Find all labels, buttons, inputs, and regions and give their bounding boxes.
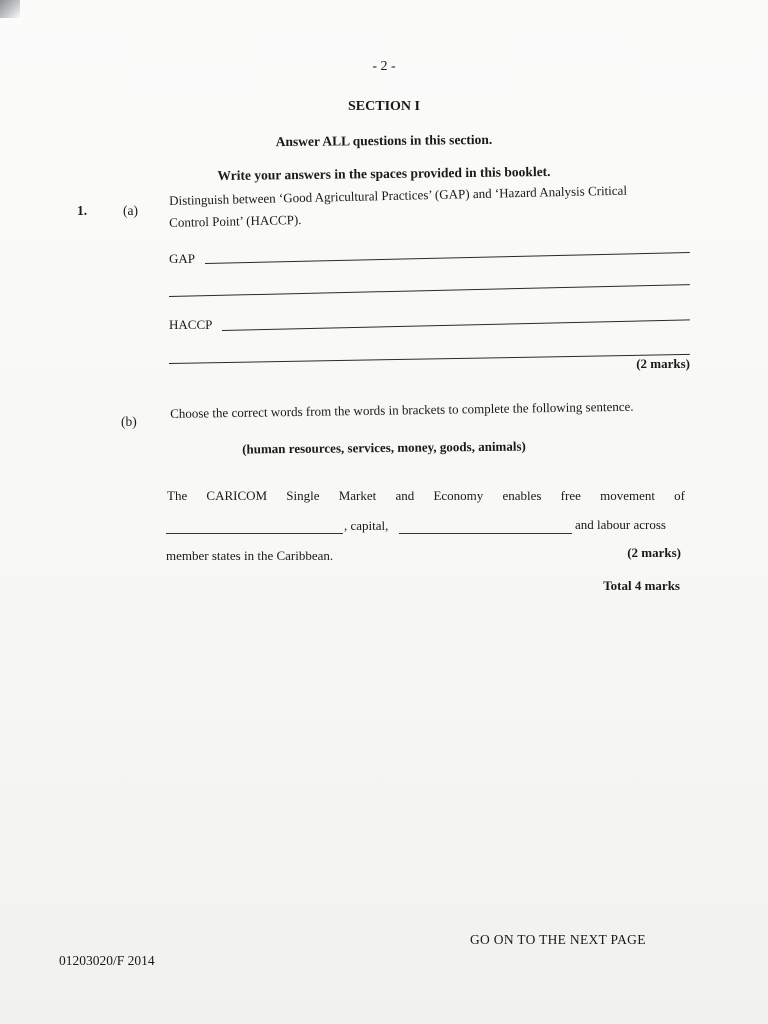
blank-1-line[interactable] — [166, 533, 343, 534]
blank-2-line[interactable] — [399, 533, 572, 534]
sentence-part-2: , capital, — [344, 518, 389, 533]
sentence-part-1: The CARICOM Single Market and Economy enables free movement of — [167, 488, 685, 503]
part-a-marks: (2 marks) — [636, 356, 690, 371]
word-options: (human resources, services, money, goods, animals) — [242, 438, 526, 457]
haccp-label: HACCP — [169, 317, 213, 332]
part-a-text-line-1: Distinguish between ‘Good Agricultural Practices’ (GAP) and ‘Hazard Analysis Critical — [169, 182, 628, 208]
part-b-label: (b) — [121, 414, 137, 429]
page-number: - 2 - — [372, 59, 396, 74]
instruction-write-answers: Write your answers in the spaces provided in this booklet. — [217, 163, 551, 184]
sentence-part-3: and labour across — [575, 517, 666, 532]
part-a-label: (a) — [123, 203, 138, 218]
paper-code: 01203020/F 2014 — [59, 953, 155, 968]
part-a-text-line-2: Control Point’ (HACCP). — [169, 211, 302, 230]
gap-label: GAP — [169, 251, 196, 266]
go-on-next-page: GO ON TO THE NEXT PAGE — [470, 932, 646, 947]
gap-answer-line[interactable] — [205, 252, 690, 264]
question-number: 1. — [77, 203, 88, 218]
page-corner-shadow — [0, 0, 20, 18]
sentence-part-4: member states in the Caribbean. — [166, 548, 334, 563]
part-b-text: Choose the correct words from the words in brackets to complete the following sentence. — [170, 398, 634, 421]
gap-answer-line-2[interactable] — [169, 284, 690, 297]
part-b-marks: (2 marks) — [627, 545, 681, 560]
section-title: SECTION I — [348, 99, 420, 114]
instruction-answer-all: Answer ALL questions in this section. — [275, 131, 493, 150]
total-marks: Total 4 marks — [603, 578, 680, 593]
haccp-answer-line[interactable] — [222, 319, 690, 331]
